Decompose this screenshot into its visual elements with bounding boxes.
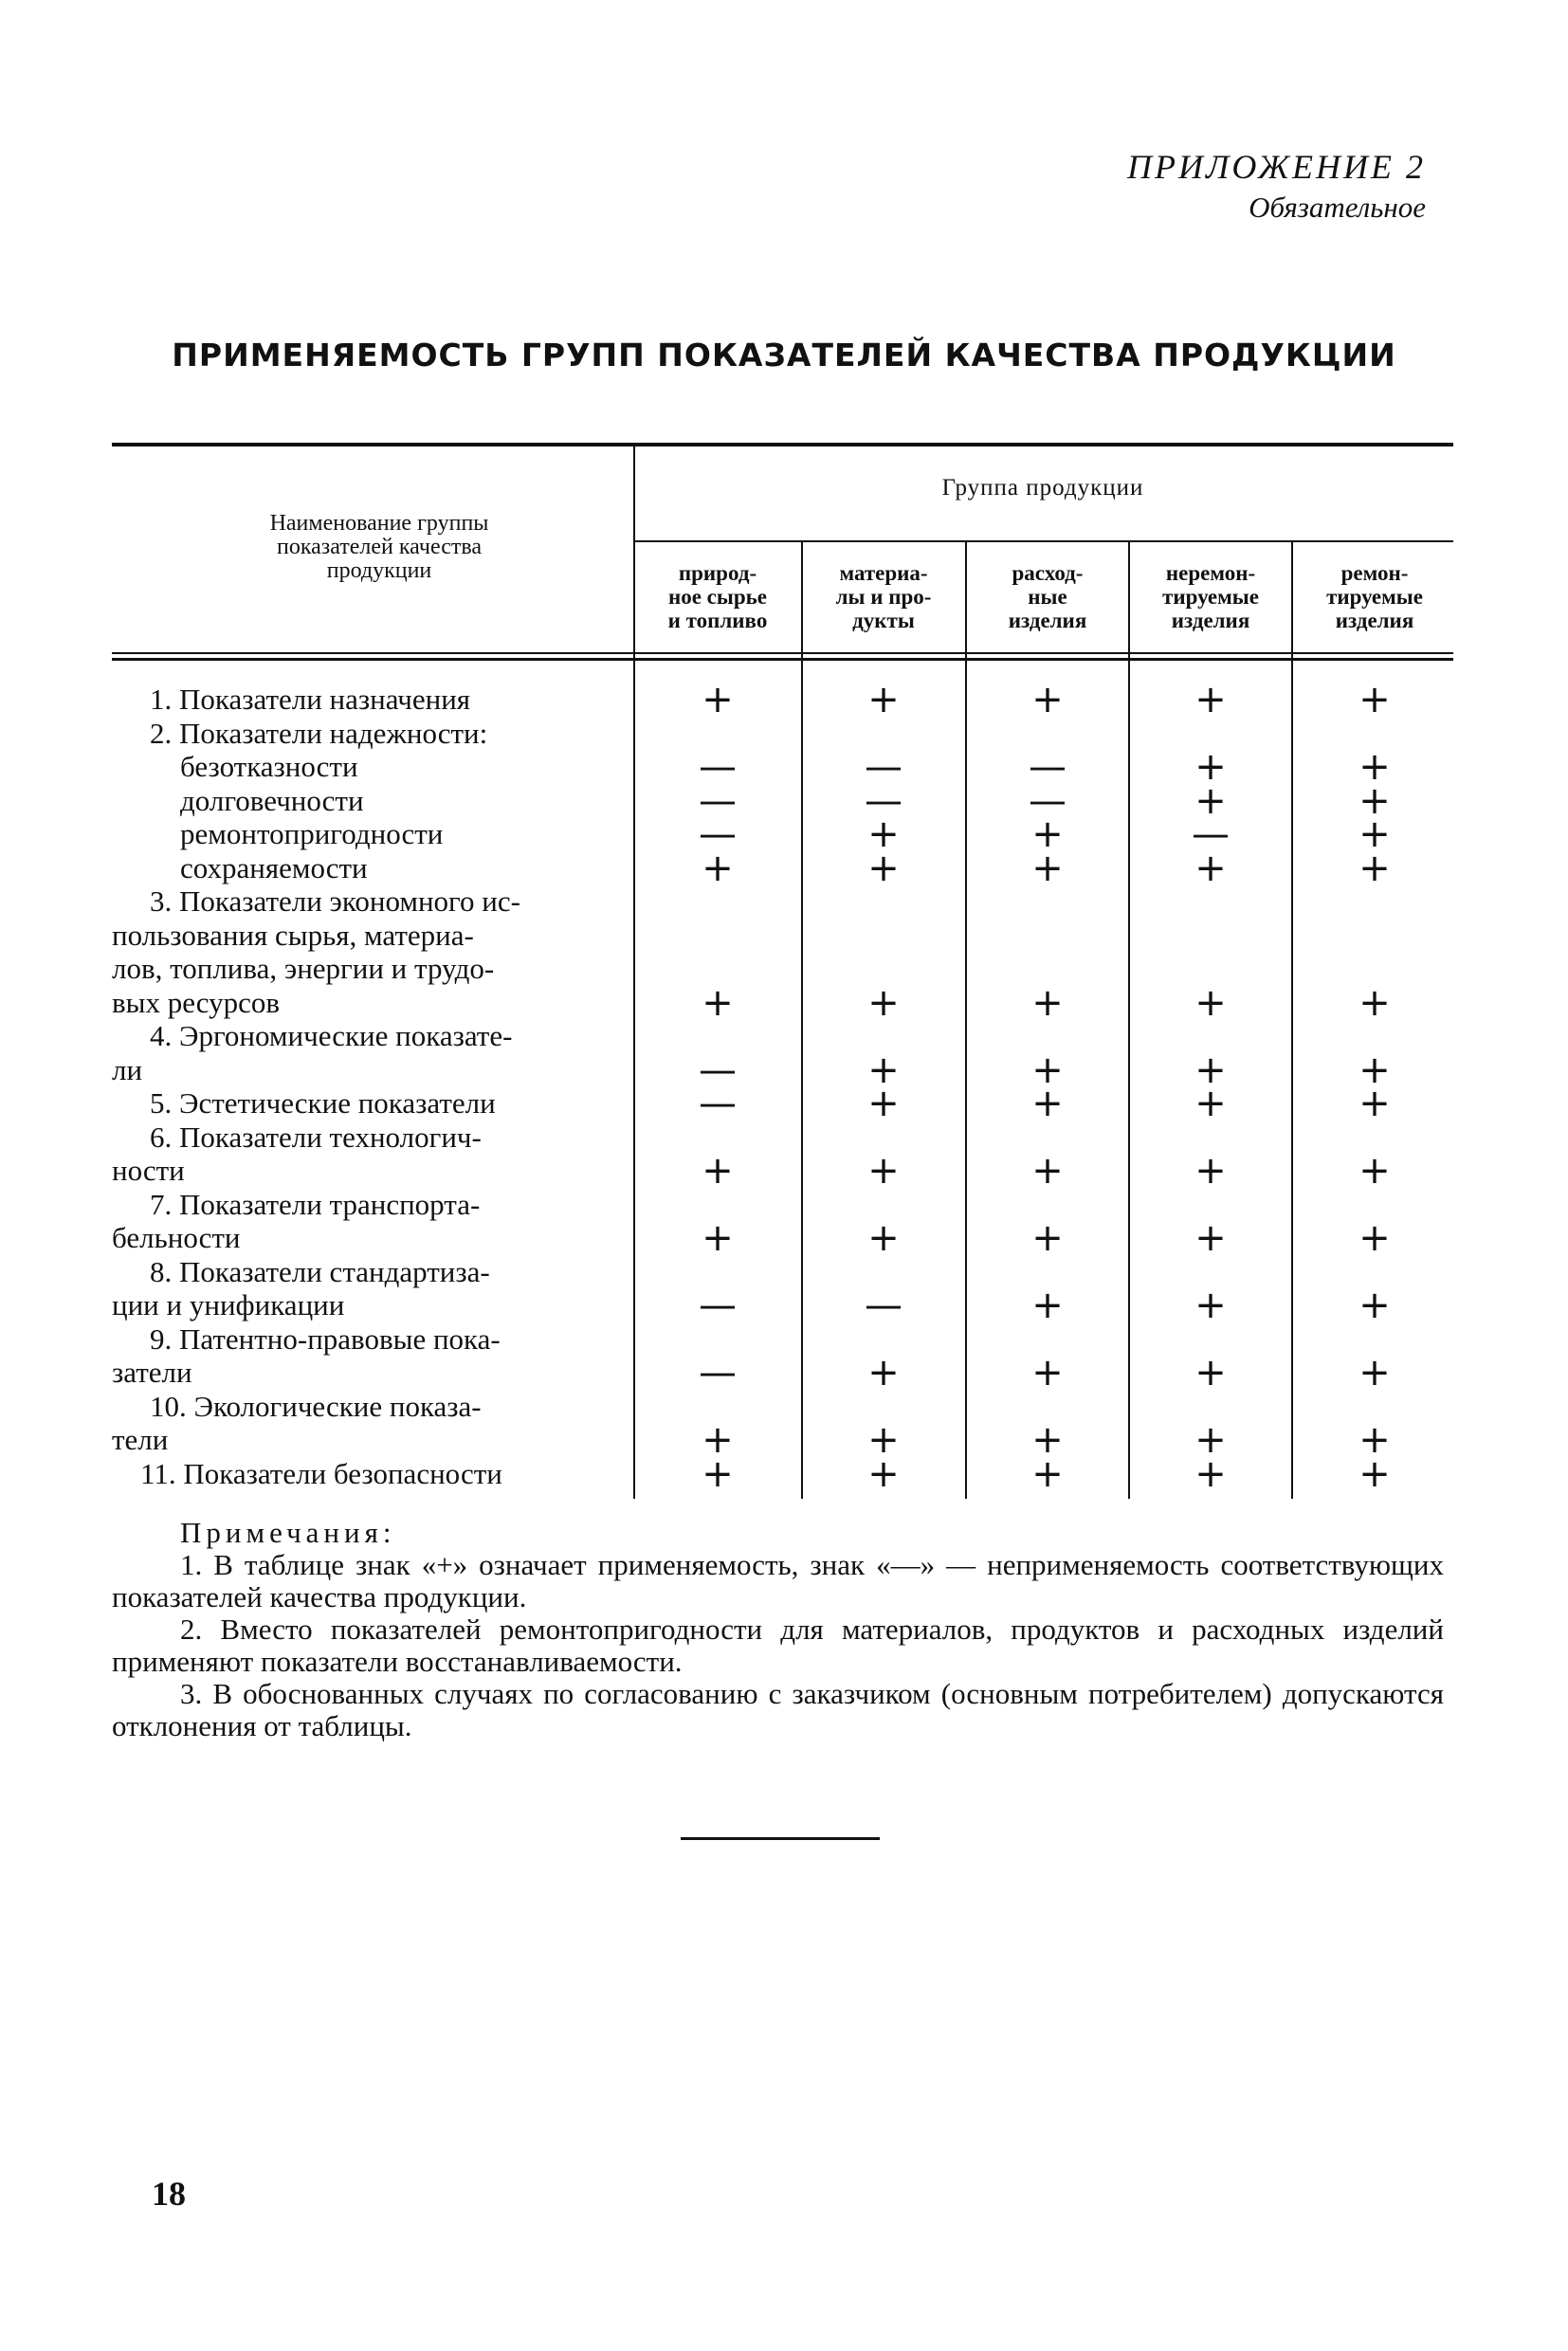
header-bottom-rule-2 — [112, 658, 1453, 661]
table-row-label: долговечности — [180, 783, 364, 817]
table-cell-mark: + — [1358, 1451, 1391, 1496]
table-cell-mark: + — [1194, 846, 1227, 890]
table-cell-mark: — — [865, 745, 903, 789]
table-row-label: сохраняемости — [180, 850, 368, 884]
table-cell-mark: + — [1358, 1216, 1391, 1260]
note-item: 2. Вместо показателей ремонтопригодности для материалов, продуктов и расходных изделий применяют показатели восстанавливаемости. — [112, 1613, 1444, 1678]
table-cell-mark: + — [1358, 678, 1391, 721]
table-cell-mark: + — [867, 1451, 900, 1496]
page-title: ПРИМЕНЯЕМОСТЬ ГРУПП ПОКАЗАТЕЛЕЙ КАЧЕСТВА ПРОДУКЦИИ — [172, 337, 1396, 374]
table-row-label: 5. Эстетические показатели — [150, 1086, 496, 1120]
table-cell-mark: — — [865, 778, 903, 823]
appendix-number: ПРИЛОЖЕНИЕ 2 — [1127, 148, 1426, 186]
table-row-label: бельности — [112, 1221, 241, 1254]
table-row-label: тели — [112, 1423, 169, 1456]
table-row-label: пользования сырья, материа- — [112, 918, 474, 952]
table-cell-mark: + — [702, 678, 734, 721]
table-cell-mark: + — [1358, 1351, 1391, 1394]
note-item: 1. В таблице знак «+» означает применяемость, знак «—» — неприменяемость соответствующих показателей качества продукции. — [112, 1548, 1444, 1613]
notes-section — [112, 1517, 1444, 1742]
table-row-label: 4. Эргономические показате- — [150, 1019, 513, 1052]
table-row-label: 1. Показатели назначения — [150, 683, 471, 716]
table-cell-mark: + — [867, 980, 900, 1025]
table-cell-mark: + — [702, 1451, 734, 1496]
table-cell-mark: + — [867, 1216, 900, 1260]
table-row-label: 6. Показатели технологич- — [150, 1120, 482, 1154]
table-cell-mark: + — [867, 812, 900, 856]
table-cell-mark: — — [699, 778, 737, 823]
appendix-label — [1127, 147, 1426, 225]
table-cell-mark: + — [1194, 1216, 1227, 1260]
table-cell-mark: + — [1358, 1284, 1391, 1327]
table-cell-mark: + — [867, 678, 900, 721]
group-column-header: Группа продукции — [941, 475, 1144, 501]
table-row-label: вых ресурсов — [112, 985, 280, 1019]
table-cell-mark: + — [867, 846, 900, 890]
table-cell-mark: + — [1194, 980, 1227, 1025]
table-cell-mark: + — [1194, 1048, 1227, 1092]
table-cell-mark: + — [1031, 1418, 1064, 1462]
table-cell-mark: + — [867, 1048, 900, 1092]
table-cell-mark: + — [867, 1351, 900, 1394]
table-cell-mark: + — [1358, 980, 1391, 1025]
column-header-materials: материа- лы и про- дукты — [835, 561, 932, 632]
note-item: 3. В обоснованных случаях по согласованию с заказчиком (основным потребителем) допускаются отклонения от таблицы. — [112, 1677, 1444, 1742]
table-cell-mark: + — [1031, 1048, 1064, 1092]
table-cell-mark: + — [1358, 1418, 1391, 1462]
table-row-label: безотказности — [180, 750, 358, 783]
table-cell-mark: + — [1358, 1082, 1391, 1125]
table-row-label: 9. Патентно-правовые пока- — [150, 1321, 501, 1356]
table-cell-mark: + — [702, 1149, 734, 1193]
table-cell-mark: + — [1358, 745, 1391, 789]
table-cell-mark: + — [702, 846, 734, 890]
header-bottom-rule-1 — [112, 652, 1453, 654]
table-cell-mark: + — [867, 1418, 900, 1462]
table-cell-mark: + — [1194, 1351, 1227, 1394]
table-cell-mark: + — [1031, 1451, 1064, 1496]
table-row-label: 10. Экологические показа- — [150, 1389, 482, 1423]
table-cell-mark: — — [699, 745, 737, 789]
table-cell-mark: + — [1031, 1351, 1064, 1394]
end-separator-line — [681, 1837, 880, 1840]
column-divider — [1128, 542, 1130, 1499]
table-cell-mark: + — [1031, 1216, 1064, 1260]
table-row-label: ремонтопригодности — [180, 817, 444, 850]
table-row-label: лов, топлива, энергии и трудо- — [112, 952, 495, 985]
column-divider — [1291, 542, 1293, 1499]
column-divider — [801, 542, 803, 1499]
table-row-label: 11. Показатели безопасности — [140, 1456, 502, 1490]
table-cell-mark: — — [699, 812, 737, 856]
table-cell-mark: + — [1031, 1082, 1064, 1125]
table-cell-mark: + — [1031, 1149, 1064, 1193]
column-divider — [633, 447, 635, 1499]
table-top-rule — [112, 443, 1453, 447]
indicator-list — [112, 683, 633, 1490]
table-row-label: 7. Показатели транспорта- — [150, 1187, 481, 1221]
group-header-rule — [633, 540, 1453, 542]
table-cell-mark: + — [1031, 812, 1064, 856]
table-cell-mark: — — [699, 1082, 737, 1125]
column-header-non-repairable: неремон- тируемые изделия — [1162, 561, 1259, 632]
table-cell-mark: + — [1194, 1451, 1227, 1496]
table-row-label: ности — [112, 1154, 185, 1187]
table-row-label: 2. Показатели надежности: — [150, 716, 488, 750]
column-divider — [965, 542, 967, 1499]
table-cell-mark: + — [702, 1216, 734, 1260]
table-cell-mark: + — [1358, 1149, 1391, 1193]
table-cell-mark: + — [702, 1418, 734, 1462]
table-cell-mark: + — [1358, 812, 1391, 856]
table-row-label: ции и унификации — [112, 1288, 345, 1321]
table-cell-mark: + — [1194, 1149, 1227, 1193]
table-cell-mark: + — [1194, 678, 1227, 721]
table-row-label: 3. Показатели экономного ис- — [150, 884, 520, 918]
notes-heading: Примечания: — [180, 1516, 396, 1549]
table-cell-mark: + — [1031, 1284, 1064, 1327]
table-cell-mark: + — [1031, 678, 1064, 721]
table-cell-mark: + — [1194, 778, 1227, 823]
table-cell-mark: — — [1029, 778, 1067, 823]
table-row-label: 8. Показатели стандартиза- — [150, 1254, 490, 1288]
table-row-label: затели — [112, 1356, 192, 1389]
page-number: 18 — [152, 2175, 186, 2213]
table-cell-mark: + — [867, 1082, 900, 1125]
table-cell-mark: + — [867, 1149, 900, 1193]
table-cell-mark: + — [1031, 846, 1064, 890]
table-cell-mark: + — [1194, 1082, 1227, 1125]
name-column-header: Наименование группы показателей качества продукции — [269, 511, 489, 583]
table-cell-mark: — — [699, 1048, 737, 1092]
table-cell-mark: + — [1194, 1418, 1227, 1462]
table-cell-mark: + — [1358, 778, 1391, 823]
table-cell-mark: — — [699, 1284, 737, 1327]
table-cell-mark: + — [1031, 980, 1064, 1025]
table-cell-mark: — — [1029, 745, 1067, 789]
appendix-status: Обязательное — [1249, 191, 1426, 224]
table-cell-mark: — — [699, 1351, 737, 1394]
table-cell-mark: + — [702, 980, 734, 1025]
column-header-consumables: расход- ные изделия — [1008, 561, 1087, 632]
table-cell-mark: + — [1358, 1048, 1391, 1092]
table-row-label: ли — [112, 1052, 143, 1086]
table-cell-mark: + — [1194, 745, 1227, 789]
column-header-raw-materials: природ- ное сырье и топливо — [667, 561, 768, 632]
table-cell-mark: — — [1192, 812, 1230, 856]
table-cell-mark: + — [1194, 1284, 1227, 1327]
column-header-repairable: ремон- тируемые изделия — [1326, 561, 1423, 632]
table-cell-mark: + — [1358, 846, 1391, 890]
table-cell-mark: — — [865, 1284, 903, 1327]
